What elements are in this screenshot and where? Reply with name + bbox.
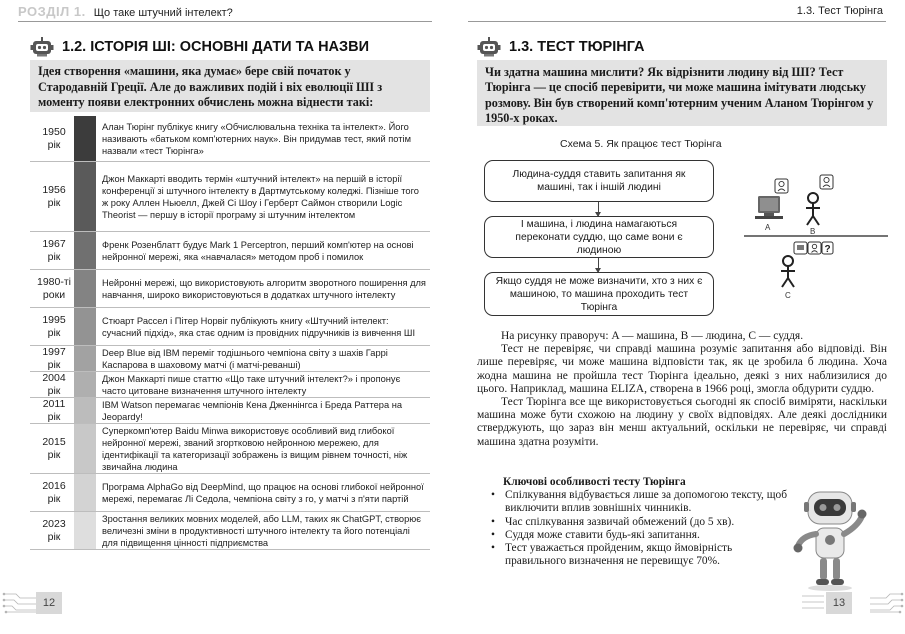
year-value: 2016 xyxy=(42,479,66,492)
timeline-year xyxy=(30,424,74,473)
timeline-row xyxy=(30,162,430,232)
timeline-bar xyxy=(74,424,96,473)
timeline-bar xyxy=(74,116,96,161)
timeline-event: Нейронні мережі, що використовують алгоритм зворотного поширення для навчання, широко використовуються в додатках штучного інтелекту xyxy=(102,277,426,300)
year-unit: рік xyxy=(47,384,61,397)
figure-label-b: B xyxy=(810,227,816,236)
body-paragraph: Тест не перевіряє, чи справді машина розуміє запитання або відповіді. Він лише перевіряє, чи може машина відповісти так, як це зробила б людина. Хоча жодна машина не пройшла тест Тюрінга ідеально, деякі з них наблизилися до цього. Наприклад, машина ELIZA, створена в 1966 році, змогла обдурити суддю. xyxy=(477,343,887,395)
timeline-year xyxy=(30,162,74,231)
year-value: 1995 xyxy=(42,313,66,326)
timeline-year xyxy=(30,512,74,549)
page-number-right: 13 xyxy=(826,592,852,614)
timeline-year xyxy=(30,116,74,161)
timeline-row xyxy=(30,346,430,372)
timeline-event: Суперкомп'ютер Baidu Minwa використовує особливий вид глибокої нейронної мережі, званий згортковою нейронною мережею, для ідентифікації та категоризації зображень із вищим рівнем точності, ніж звичайна людина xyxy=(102,425,408,472)
timeline-bar xyxy=(74,346,96,371)
timeline-bar xyxy=(74,232,96,269)
history-intro: Ідея створення «машини, яка думає» бере свій початок у Стародавній Греції. Але до важливих подій і віх еволюції ШІ з моменту появи електронних обчислень можна віднести такі: xyxy=(30,60,430,112)
timeline-row xyxy=(30,424,430,474)
timeline-bar xyxy=(74,270,96,307)
figure-label-a: A xyxy=(765,223,771,232)
timeline-year xyxy=(30,372,74,397)
timeline-event: Джон Маккарті вводить термін «штучний інтелект» на першій в історії конференції зі штучного інтелекту в Дартмутському коледжі. Пізніше того ж року Аллен Ньюелл, Джей Сі Шоу і Герберт Саймон створили Logic Theorist — першу в історії програму зі штучним інтелектом xyxy=(102,173,419,220)
timeline-event: Френк Розенблатт будує Mark 1 Perceptron, перший комп'ютер на основі нейронної мережі, яка «навчалася» методом проб і помилок xyxy=(102,239,414,262)
year-unit: рік xyxy=(47,250,61,263)
history-timeline xyxy=(30,116,430,550)
timeline-event: Стюарт Рассел і Пітер Норвіг публікують книгу «Штучний інтелект: сучасний підхід», яка стає одним із провідних підручників із вивчення ШІ xyxy=(102,315,416,338)
year-value: 1980-ті xyxy=(37,275,71,288)
year-unit: рік xyxy=(47,530,61,543)
features-title: Ключові особливості тесту Тюрінга xyxy=(503,476,686,488)
section-heading-history xyxy=(30,36,369,58)
figure-label-c: C xyxy=(785,291,791,300)
section-title: 1.2. ІСТОРІЯ ШІ: ОСНОВНІ ДАТИ ТА НАЗВИ xyxy=(62,39,369,55)
section-heading-turing xyxy=(477,36,645,58)
chapter-label: РОЗДІЛ 1. xyxy=(18,4,86,19)
year-unit: рік xyxy=(47,138,61,151)
judge-icon xyxy=(781,256,795,287)
timeline-bar xyxy=(74,474,96,511)
computer-icon xyxy=(755,196,783,219)
turing-test-figure xyxy=(740,168,888,302)
timeline-row xyxy=(30,474,430,512)
running-header-right: 1.3. Тест Тюрінга xyxy=(796,5,883,17)
timeline-year xyxy=(30,346,74,371)
flow-step-1: Людина-суддя ставить запитання як машині, так і іншій людині xyxy=(484,160,714,202)
year-unit: рік xyxy=(47,410,61,423)
year-unit: рік xyxy=(47,492,61,505)
timeline-row xyxy=(30,512,430,550)
timeline-row xyxy=(30,270,430,308)
feature-item: • Час спілкування зазвичай обмежений (до 5 хв). xyxy=(487,516,787,529)
feature-item: • Тест уважається пройденим, якщо ймовірність правильного визначення не перевищує 70%. xyxy=(487,542,787,568)
turing-body xyxy=(477,330,887,449)
timeline-event: Джон Маккарті пише статтю «Що таке штучний інтелект?» і пропонує часто цитоване визначення штучного інтелекту xyxy=(102,373,401,396)
header-rule-right xyxy=(468,21,886,22)
timeline-bar xyxy=(74,372,96,397)
timeline-year xyxy=(30,398,74,423)
timeline-event: Зростання великих мовних моделей, або LLM, таких як ChatGPT, створює величезні зміни в продуктивності штучного інтелекту та його потенціалі для підвищення цінності підприємства xyxy=(102,513,421,548)
key-features xyxy=(487,476,787,568)
year-unit: роки xyxy=(42,288,66,301)
year-unit: рік xyxy=(47,326,61,339)
robot-icon xyxy=(30,36,54,58)
timeline-event: Програма AlphaGo від DeepMind, що працює на основі глибокої нейронної мережі, перемагає Лі Седола, чемпіона світу з го, у матчі з п'яти партій xyxy=(102,481,424,504)
timeline-event: IBM Watson перемагає чемпіонів Кена Дженнінгса і Бреда Раттера на Jeopardy! xyxy=(102,399,403,422)
person-icon xyxy=(806,193,820,225)
timeline-year xyxy=(30,232,74,269)
year-value: 1997 xyxy=(42,345,66,358)
feature-item: • Спілкування відбувається лише за допомогою тексту, щоб виключити вплив зовнішніх чинників. xyxy=(487,489,787,515)
timeline-event: Алан Тюрінг публікує книгу «Обчислювальна техніка та інтелект». Його називають «батьком комп'ютерних наук». Він придумав тест, який потім назвали «тест Тюрінга» xyxy=(102,121,411,156)
turing-intro: Чи здатна машина мислити? Як відрізнити людину від ШІ? Тест Тюрінга — це спосіб перевірити, чи може машина імітувати людську розмову. Він був створений комп'ютерним ученим Аланом Тюрінгом у 1950-х роках. xyxy=(477,60,887,126)
timeline-bar xyxy=(74,398,96,423)
timeline-year xyxy=(30,270,74,307)
features-list xyxy=(487,489,787,568)
year-value: 1967 xyxy=(42,237,66,250)
section-title: 1.3. ТЕСТ ТЮРІНГА xyxy=(509,39,645,55)
timeline-row xyxy=(30,308,430,346)
timeline-row xyxy=(30,232,430,270)
flow-step-2: І машина, і людина намагаються переконати суддю, що саме вони є людиною xyxy=(484,216,714,258)
flow-arrow xyxy=(598,258,599,272)
timeline-row xyxy=(30,116,430,162)
running-header-left xyxy=(18,4,233,22)
feature-item: • Суддя може ставити будь-які запитання. xyxy=(487,529,787,542)
flow-arrow xyxy=(598,202,599,216)
chapter-title: Що таке штучний інтелект? xyxy=(93,7,233,19)
year-value: 2023 xyxy=(42,517,66,530)
year-value: 2004 xyxy=(42,371,66,384)
year-unit: рік xyxy=(47,358,61,371)
robot-illustration xyxy=(790,488,870,592)
robot-icon xyxy=(477,36,501,58)
year-unit: рік xyxy=(47,448,61,461)
decorative-circuit-right xyxy=(868,586,904,618)
timeline-bar xyxy=(74,512,96,549)
decorative-circuit-right-inner xyxy=(800,586,826,618)
timeline-year xyxy=(30,474,74,511)
body-paragraph: Тест Тюрінга все ще використовується сьогодні як спосіб виміряти, наскільки машина може бути схожою на людину у своїх відповідях. Але деякі дослідники стверджують, що зараз він менш актуальний, оскільки не перевіряє, чи справді машина здатна розуміти. xyxy=(477,396,887,448)
year-value: 2015 xyxy=(42,435,66,448)
timeline-row xyxy=(30,372,430,398)
year-unit: рік xyxy=(47,196,61,209)
year-value: 2011 xyxy=(42,397,66,410)
timeline-bar xyxy=(74,308,96,345)
timeline-bar xyxy=(74,162,96,231)
flow-step-3: Якщо суддя не може визначити, хто з них є машиною, то машина проходить тест Тюрінга xyxy=(484,272,714,316)
question-mark: ? xyxy=(824,244,831,255)
timeline-event: Deep Blue від IBM переміг тодішнього чемпіона світу з шахів Гаррі Каспарова в шаховому матчі (і матчі-реванші) xyxy=(102,347,388,370)
timeline-row xyxy=(30,398,430,424)
year-value: 1956 xyxy=(42,183,66,196)
page-number-left: 12 xyxy=(36,592,62,614)
year-value: 1950 xyxy=(42,125,66,138)
timeline-year xyxy=(30,308,74,345)
decorative-circuit-left xyxy=(2,586,38,618)
scheme-caption: Схема 5. Як працює тест Тюрінга xyxy=(560,138,722,150)
body-paragraph: На рисунку праворуч: A — машина, B — людина, C — суддя. xyxy=(501,330,804,342)
header-rule-left xyxy=(18,21,432,22)
